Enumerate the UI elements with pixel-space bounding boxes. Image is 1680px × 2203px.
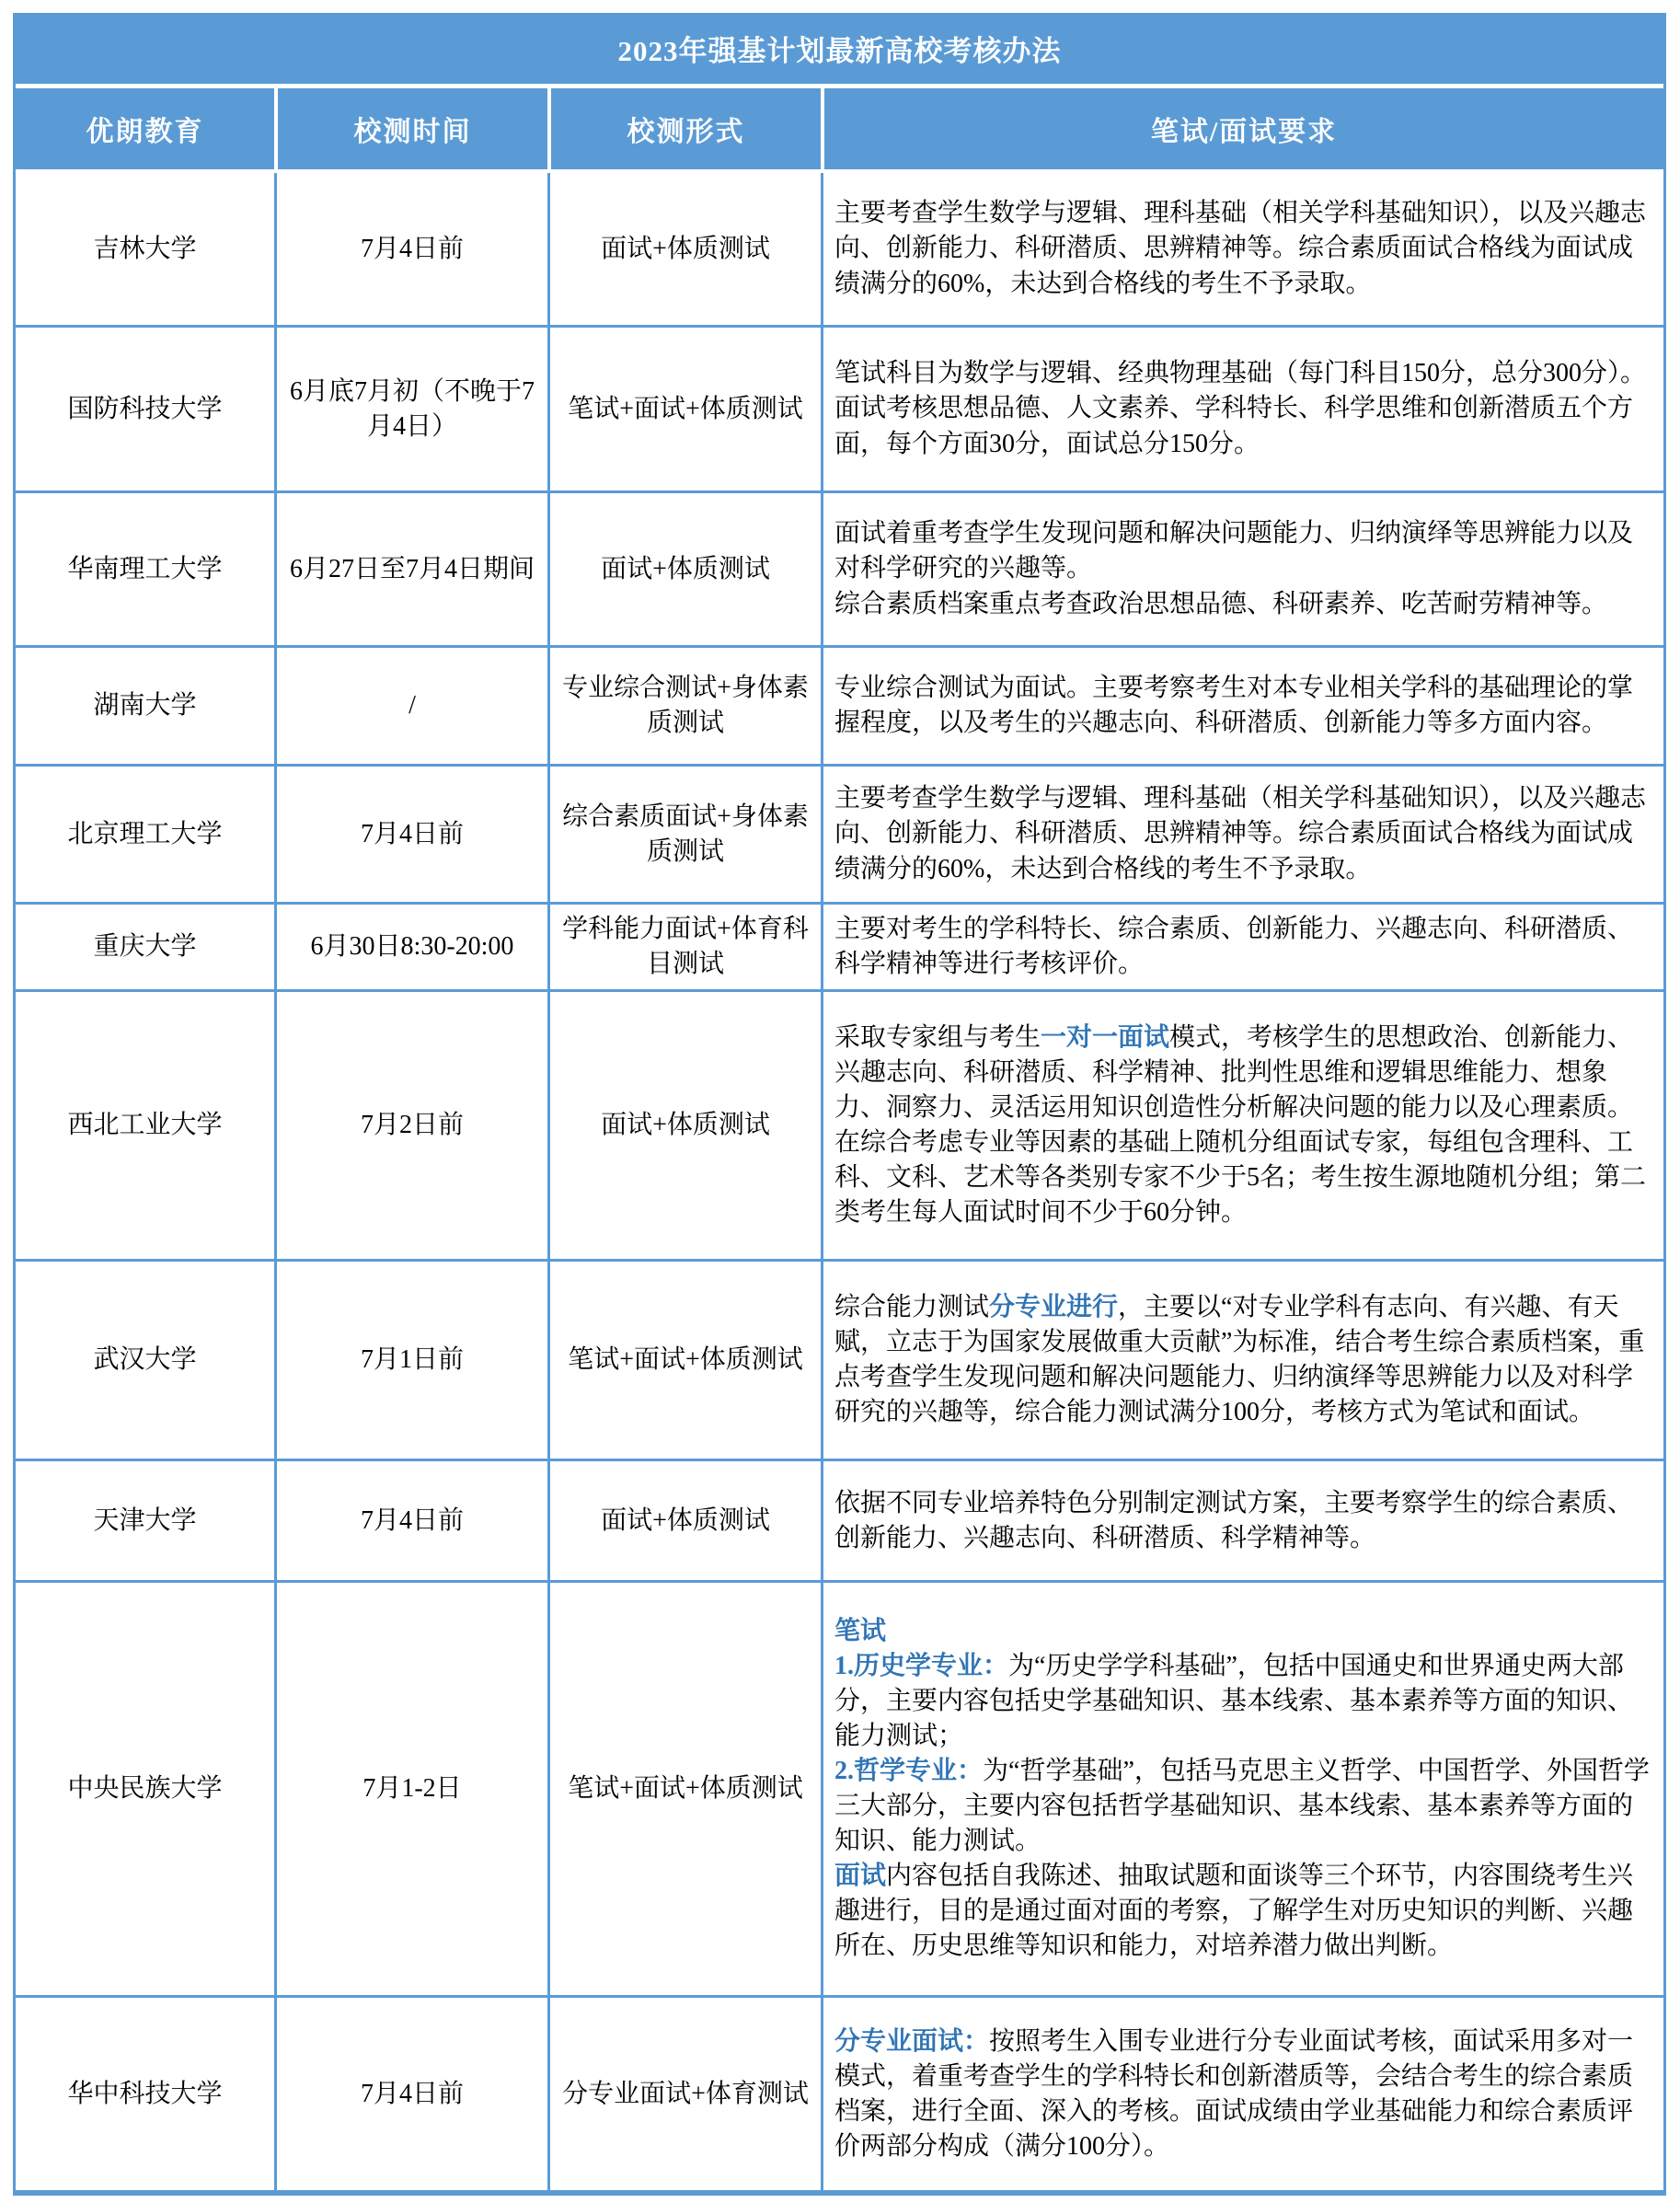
- university-cell: 北京理工大学: [67, 819, 223, 848]
- table-row: [16, 1259, 1663, 1459]
- accent-text: 一对一面试: [1041, 1022, 1170, 1052]
- requirement-text: 主要对考生的学科特长、综合素质、创新能力、兴趣志向、科研潜质、科学精神等进行考核评价。: [834, 915, 1634, 979]
- form-cell: 面试+体质测试: [547, 173, 821, 325]
- form-cell: 分专业面试+体育测试: [547, 1998, 821, 2190]
- form-cell: 面试+体质测试: [547, 493, 821, 645]
- requirement-text: 面试着重考查学生发现问题和解决问题能力、归纳演绎等思辨能力以及对科学研究的兴趣等。: [834, 519, 1634, 583]
- time-cell: 7月4日前: [274, 767, 547, 902]
- table-row: [16, 1995, 1663, 2190]
- university-cell: 国防科技大学: [67, 394, 223, 423]
- form-cell: 笔试+面试+体质测试: [547, 328, 821, 490]
- form-cell: 综合素质面试+身体素质测试: [547, 767, 821, 902]
- requirement-paragraph: [834, 2024, 1654, 2164]
- requirement-paragraph: [834, 1649, 1654, 1754]
- requirement-paragraph: [834, 671, 1654, 741]
- requirements-cell: [821, 1262, 1663, 1459]
- requirement-text: 主要考查学生数学与逻辑、理科基础（相关学科基础知识），以及兴趣志向、创新能力、科研潜质、思辨精神等。综合素质面试合格线为面试成绩满分的60%，未达到合格线的考生不予录取。: [834, 199, 1647, 298]
- time-cell: 7月2日前: [274, 992, 547, 1259]
- requirements-cell: [821, 173, 1663, 325]
- form-cell: 学科能力面试+体育科目测试: [547, 905, 821, 989]
- time-cell: 7月1日前: [274, 1262, 547, 1459]
- requirement-text: 综合素质档案重点考查政治思想品德、科研素养、吃苦耐劳精神等。: [834, 589, 1608, 618]
- university-cell: 吉林大学: [93, 234, 197, 263]
- table-row: [16, 1580, 1663, 1995]
- requirements-cell: [821, 1461, 1663, 1580]
- requirement-text: 模式，考核学生的思想政治、创新能力、兴趣志向、科研潜质、科学精神、批判性思维和逻辑思维能力、想象力、洞察力、灵活运用知识创造性分析解决问题的能力以及心理素质。: [834, 1022, 1634, 1123]
- header-col-brand: 优朗教育: [16, 88, 274, 169]
- university-cell: 西北工业大学: [67, 1111, 223, 1140]
- requirement-paragraph: [834, 1754, 1654, 1859]
- assessment-table: [13, 13, 1666, 2196]
- accent-text: 笔试: [834, 1616, 887, 1645]
- time-cell: 6月30日8:30-20:00: [274, 905, 547, 989]
- form-cell: 笔试+面试+体质测试: [547, 1583, 821, 1995]
- requirement-text: 采取专家组与考生: [834, 1022, 1041, 1052]
- table-row: [16, 902, 1663, 989]
- requirement-paragraph: [834, 1859, 1654, 1964]
- time-cell: 6月底7月初（不晚于7月4日）: [274, 328, 547, 490]
- requirements-cell: [821, 493, 1663, 645]
- time-cell: 7月4日前: [274, 1461, 547, 1580]
- accent-text: 1.历史学专业：: [834, 1651, 1009, 1680]
- form-cell: 专业综合测试+身体素质测试: [547, 648, 821, 764]
- requirement-paragraph: [834, 516, 1654, 586]
- requirement-text: 综合能力测试: [834, 1293, 990, 1321]
- university-cell: 天津大学: [93, 1505, 197, 1535]
- requirement-text: 依据不同专业培养特色分别制定测试方案，主要考察学生的综合素质、创新能力、兴趣志向、科研潜质、科学精神等。: [834, 1488, 1634, 1552]
- requirement-text: ，主要以“对专业学科有志向、有兴趣、有天赋，立志于为国家发展做重大贡献”为标准，结合考生综合素质档案，重点考查学生发现问题和解决问题能力、归纳演绎等思辨能力以及对科学研究的兴趣等，综合能力测试满分100分，考核方式为笔试和面试。: [834, 1293, 1645, 1427]
- table-row: [16, 325, 1663, 490]
- requirement-paragraph: [834, 1290, 1654, 1430]
- header-col-test-time: 校测时间: [274, 88, 547, 169]
- requirements-cell: [821, 328, 1663, 490]
- requirements-cell: [821, 1583, 1663, 1995]
- requirements-cell: [821, 1998, 1663, 2190]
- university-cell: 华南理工大学: [67, 554, 223, 583]
- requirement-paragraph: [834, 1021, 1654, 1125]
- requirements-cell: [821, 992, 1663, 1259]
- requirement-paragraph: [834, 196, 1654, 301]
- header-col-test-form: 校测形式: [547, 88, 821, 169]
- table-row: [16, 764, 1663, 902]
- university-cell: 重庆大学: [93, 932, 197, 962]
- requirement-paragraph: [834, 781, 1654, 886]
- university-cell: 湖南大学: [93, 691, 197, 721]
- university-cell: 中央民族大学: [67, 1774, 223, 1804]
- requirement-paragraph: [834, 1486, 1654, 1556]
- requirement-text: 专业综合测试为面试。主要考察考生对本专业相关学科的基础理论的掌握程度，以及考生的兴趣志向、科研潜质、创新能力等多方面内容。: [834, 673, 1634, 737]
- form-cell: 笔试+面试+体质测试: [547, 1262, 821, 1459]
- requirement-paragraph: [834, 912, 1654, 982]
- form-cell: 面试+体质测试: [547, 992, 821, 1259]
- requirement-text: 在综合考虑专业等因素的基础上随机分组面试专家，每组包含理科、工科、文科、艺术等各类别专家不少于5名；考生按生源地随机分组；第二类考生每人面试时间不少于60分钟。: [834, 1128, 1647, 1228]
- form-cell: 面试+体质测试: [547, 1461, 821, 1580]
- requirement-text: 为“哲学基础”，包括马克思主义哲学、中国哲学、外国哲学三大部分，主要内容包括哲学基础知识、基本线索、基本素养等方面的知识、能力测试。: [834, 1757, 1650, 1856]
- requirements-cell: [821, 767, 1663, 902]
- requirement-paragraph: [834, 1614, 1654, 1649]
- accent-text: 分专业进行: [989, 1293, 1119, 1321]
- requirement-paragraph: [834, 587, 1654, 622]
- requirement-text: 主要考查学生数学与逻辑、理科基础（相关学科基础知识），以及兴趣志向、创新能力、科研潜质、思辨精神等。综合素质面试合格线为面试成绩满分的60%，未达到合格线的考生不予录取。: [834, 784, 1647, 883]
- time-cell: 7月1-2日: [274, 1583, 547, 1995]
- table-row: [16, 490, 1663, 645]
- requirement-text: 内容包括自我陈述、抽取试题和面谈等三个环节，内容围绕考生兴趣进行，目的是通过面对面的考察，了解学生对历史知识的判断、兴趣所在、历史思维等知识和能力，对培养潜力做出判断。: [834, 1862, 1634, 1961]
- time-cell: 6月27日至7月4日期间: [274, 493, 547, 645]
- accent-text: 分专业面试：: [834, 2026, 990, 2056]
- requirement-text: 面试考核思想品德、人文素养、学科特长、科学思维和创新潜质五个方面，每个方面30分，面试总分150分。: [834, 394, 1634, 458]
- university-cell: 武汉大学: [93, 1345, 197, 1375]
- table-row: [16, 1459, 1663, 1580]
- requirement-paragraph: [834, 1125, 1654, 1230]
- header-col-requirements: 笔试/面试要求: [821, 88, 1663, 169]
- table-body: [16, 173, 1663, 2190]
- university-cell: 华中科技大学: [67, 2079, 223, 2108]
- requirements-cell: [821, 648, 1663, 764]
- requirement-text: 按照考生入围专业进行分专业面试考核，面试采用多对一模式，着重考查学生的学科特长和创新潜质等，会结合考生的综合素质档案，进行全面、深入的考核。面试成绩由学业基础能力和综合素质评价两部分构成（满分100分）。: [834, 2026, 1634, 2161]
- accent-text: 2.哲学专业：: [834, 1757, 984, 1786]
- table-row: [16, 173, 1663, 325]
- requirement-paragraph: [834, 356, 1654, 391]
- table-row: [16, 645, 1663, 764]
- table-row: [16, 989, 1663, 1259]
- header-row: [16, 88, 1663, 173]
- time-cell: 7月4日前: [274, 1998, 547, 2190]
- time-cell: /: [274, 648, 547, 764]
- time-cell: 7月4日前: [274, 173, 547, 325]
- requirement-paragraph: [834, 391, 1654, 461]
- table-title: 2023年强基计划最新高校考核办法: [16, 13, 1663, 88]
- accent-text: 面试: [834, 1862, 887, 1891]
- requirement-text: 笔试科目为数学与逻辑、经典物理基础（每门科目150分，总分300分）。: [834, 359, 1647, 388]
- requirements-cell: [821, 905, 1663, 989]
- requirement-text: 为“历史学学科基础”，包括中国通史和世界通史两大部分，主要内容包括史学基础知识、基本线索、基本素养等方面的知识、能力测试；: [834, 1651, 1634, 1750]
